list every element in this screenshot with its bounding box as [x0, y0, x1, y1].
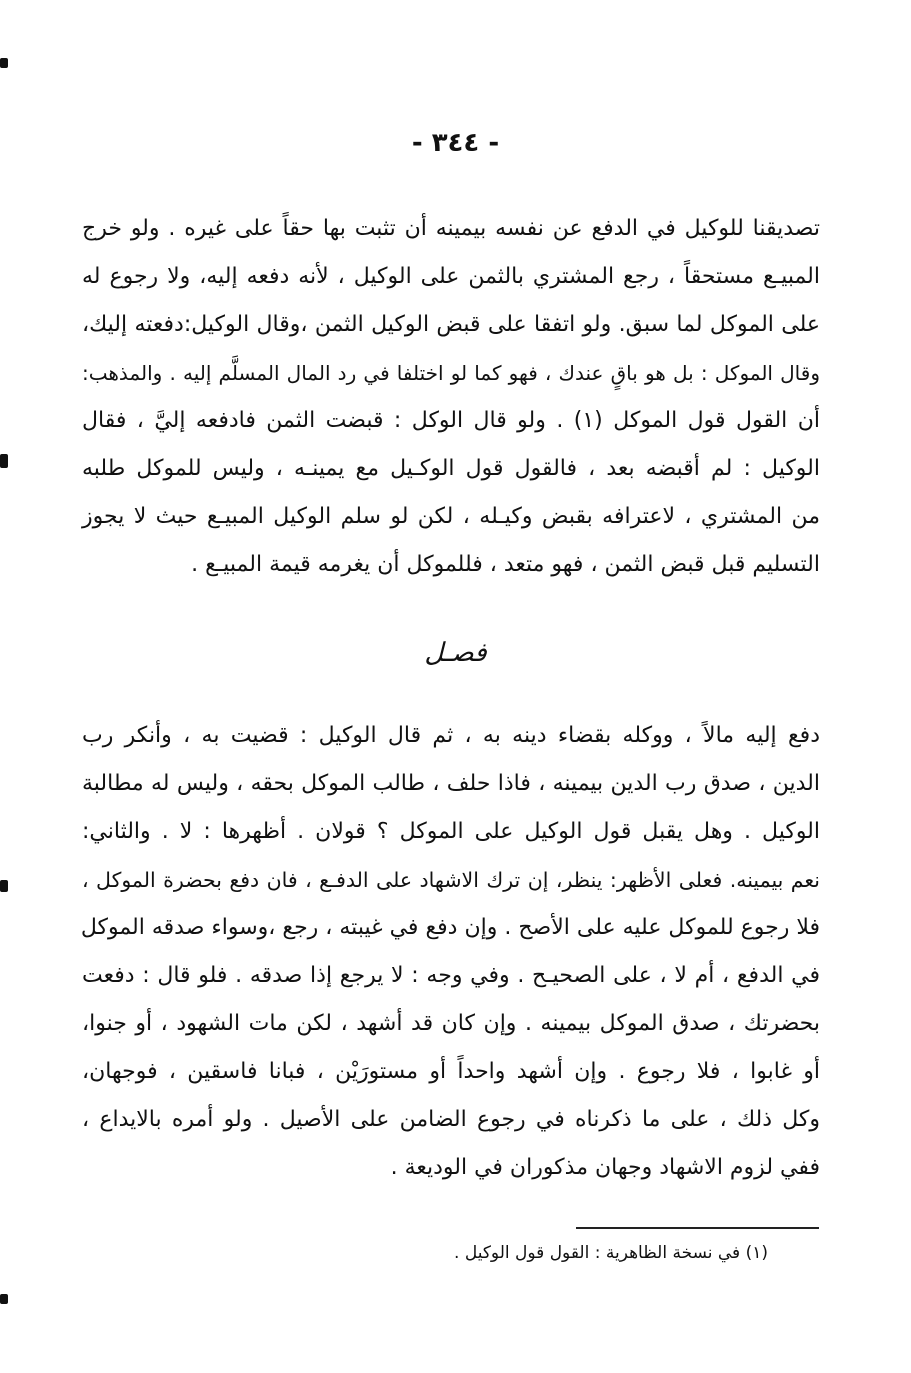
text-line: الوكيل : لم أقبضه بعد ، فالقول قول الوكـيل مع يمينـه ، وليس للموكل طلبه [82, 456, 820, 481]
text-line: التسليم قبل قبض الثمن ، فهو متعد ، فللموكل أن يغرمه قيمة المبيـع . [191, 552, 820, 577]
text-line: المبيـع مستحقاً ، رجع المشتري بالثمن على الوكيل ، لأنه دفعه إليه، ولا رجوع له [82, 264, 820, 289]
text-line: تصديقنا للوكيل في الدفع عن نفسه بيمينه أن تثبت بها حقاً على غيره . ولو خرج [82, 216, 820, 241]
footnote-divider [576, 1227, 819, 1229]
text-line: دفع إليه مالاً ، ووكله بقضاء دينه به ، ثم قال الوكيل : قضيت به ، وأنكر رب [82, 723, 820, 748]
text-line: في الدفع ، أم لا ، على الصحيـح . وفي وجه : لا يرجع إذا صدقه . فلو قال : دفعت [82, 963, 820, 988]
binding-mark [0, 1294, 8, 1304]
paragraph-1 [82, 205, 820, 589]
text-line: وقال الموكل : بل هو باقٍ عندك ، فهو كما لو اختلفا في رد المال المسلَّم إليه . والمذهب: [82, 361, 820, 385]
text-line: أو غابوا ، فلا رجوع . وإن أشهد واحداً أو مستورَيْن ، فبانا فاسقين ، فوجهان، [82, 1059, 820, 1084]
text-line: فلا رجوع للموكل عليه على الأصح . وإن دفع في غيبته ، رجع ،وسواء صدقه الموكل [80, 915, 820, 940]
binding-mark [0, 880, 8, 892]
text-line: الوكيل . وهل يقبل قول الوكيل على الموكل ؟ قولان . أظهرها : لا . والثاني: [82, 819, 820, 844]
text-line: أن القول قول الموكل (١) . ولو قال الوكل : قبضت الثمن فادفعه إليَّ ، فقال [82, 408, 820, 433]
binding-mark [0, 454, 8, 468]
text-line: بحضرتك ، صدق الموكل بيمينه . وإن كان قد أشهد ، لكن مات الشهود ، أو جنوا، [82, 1011, 820, 1036]
footnote: (١) في نسخة الظاهرية : القول قول الوكيل . [454, 1243, 768, 1263]
text-line: من المشتري ، لاعترافه بقبض وكيـله ، لكن لو سلم الوكيل المبيـع حيث لا يجوز [82, 504, 820, 529]
text-line: وكل ذلك ، على ما ذكرناه في رجوع الضامن على الأصيل . ولو أمره بالايداع ، [82, 1107, 820, 1132]
page-number: - ٣٤٤ - [411, 128, 500, 158]
text-line: ففي لزوم الاشهاد وجهان مذكوران في الوديعة . [390, 1155, 820, 1180]
section-heading: فصـل [424, 638, 487, 668]
paragraph-2 [82, 712, 820, 1192]
binding-mark [0, 58, 8, 68]
text-line: نعم بيمينه. فعلى الأظهر: ينظر، إن ترك الاشهاد على الدفـع ، فان دفع بحضرة الموكل ، [82, 868, 820, 892]
text-line: على الموكل لما سبق. ولو اتفقا على قبض الوكيل الثمن ،وقال الوكيل:دفعته إليك، [82, 312, 820, 337]
text-line: الدين ، صدق رب الدين بيمينه ، فاذا حلف ، طالب الموكل بحقه ، وليس له مطالبة [82, 771, 820, 796]
